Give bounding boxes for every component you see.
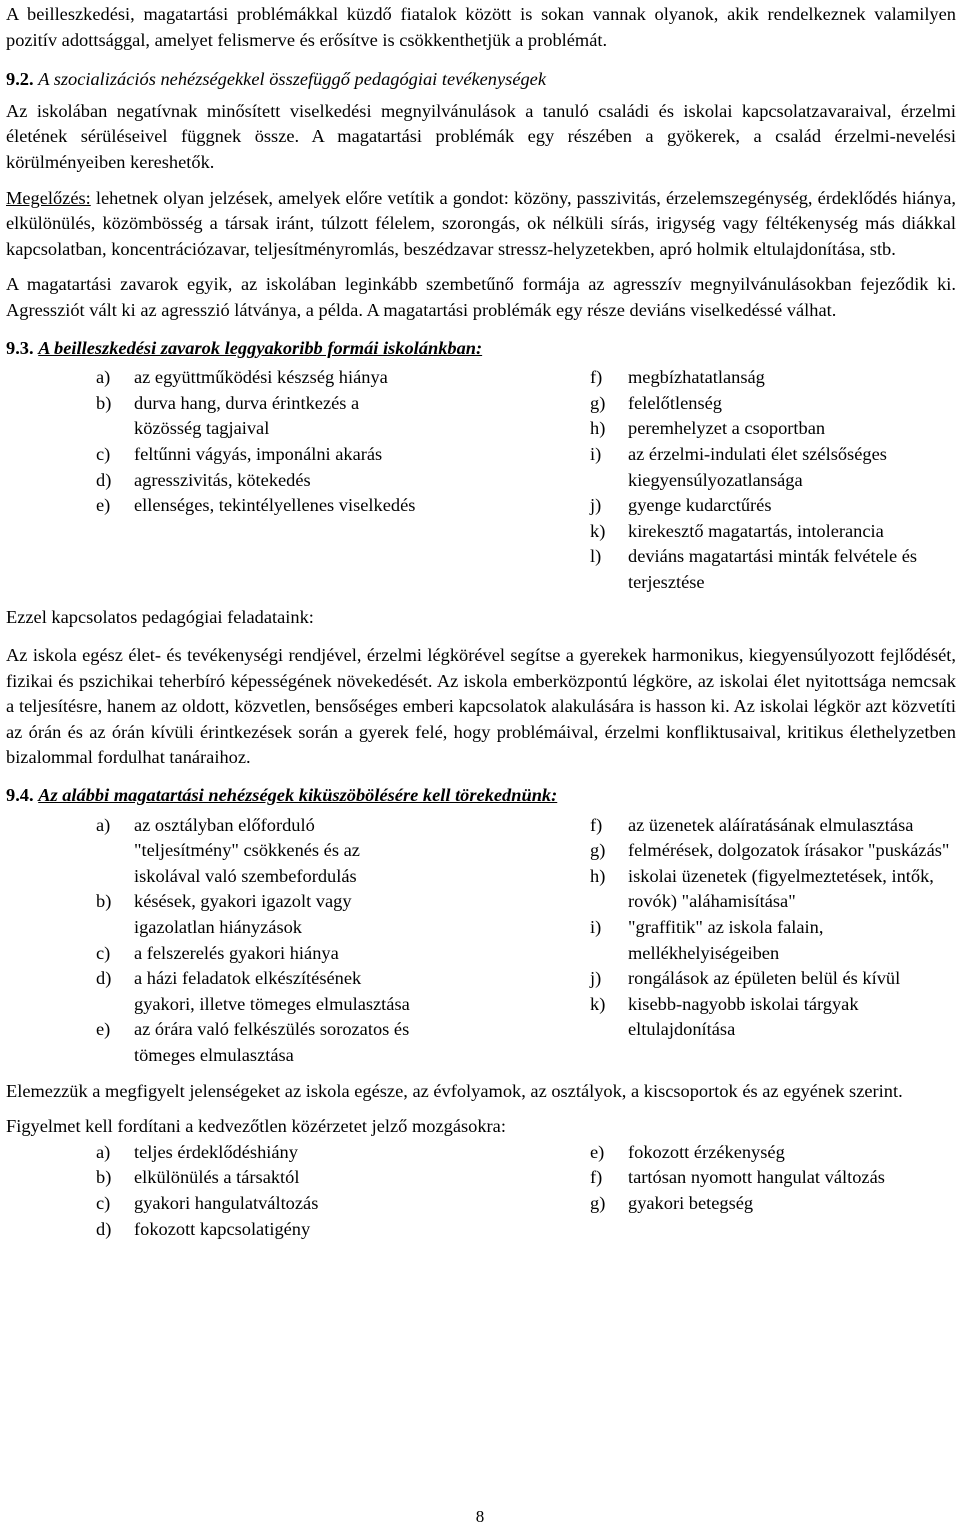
tasks-label: Ezzel kapcsolatos pedagógiai feladataink: [6, 607, 314, 628]
list-item: e) fokozott érzékenység [590, 1141, 785, 1162]
attention-label: Figyelmet kell fordítani a kedvezőtlen közérzetet jelző mozgásokra: [6, 1116, 506, 1137]
list-item: f) megbízhatatlanság [590, 367, 765, 388]
list-item: d) agresszivitás, kötekedés [96, 469, 311, 490]
list-right-column [588, 365, 956, 595]
list-item: d) fokozott kapcsolatigény [96, 1218, 311, 1239]
list-item: j) rongálások az épületen belül és kívül [590, 968, 901, 989]
list-item: i) az érzelmi-indulati élet szélsőséges kiegyensúlyozatlansága [590, 443, 887, 490]
section-title: A szocializációs nehézségekkel összefüggő pedagógiai tevékenységek [38, 69, 547, 90]
list-two-columns [6, 365, 956, 595]
list-item: h) peremhelyzet a csoportban [590, 418, 826, 439]
document-page [6, 2, 956, 1242]
prevention-text: lehetnek olyan jelzések, amelyek előre vetítik a gondot: közöny, passzivitás, érzelemszegénység, érdeklődés hiánya, elkülönülés, közömbösség a társak iránt, túlzott félelem, szorongás, ok nélküli sírás, irigység vagy féltékenység más diákkal kapcsolatban, koncentrációzavar, teljesítményromlás, beszédzavar stressz-helyzetekben, apró holmik eltulajdonítása, stb. [6, 187, 956, 259]
list-left-column [6, 813, 588, 1069]
list-item: g) felelőtlenség [590, 392, 722, 413]
list-item: g) gyakori betegség [590, 1192, 754, 1213]
list-item: c) gyakori hangulatváltozás [96, 1192, 319, 1213]
list-item: l) deviáns magatartási minták felvétele és terjesztése [590, 546, 918, 592]
list-left-column [6, 1140, 588, 1242]
list-item: a) az együttműködési készség hiánya [96, 367, 388, 388]
analysis-paragraph: Elemezzük a megfigyelt jelenségeket az iskola egésze, az évfolyamok, az osztályok, a kiscsoportok és az egyének szerint. [6, 1080, 903, 1101]
list-item: a) az osztályban előforduló "teljesítmény" csökkenés és az iskolával való szembefordulás [96, 814, 360, 886]
section-heading-9-3 [6, 336, 956, 362]
list-item: c) feltűnni vágyás, imponálni akarás [96, 443, 383, 464]
list-item: g) felmérések, dolgozatok írásakor "puskázás" [590, 840, 950, 861]
section-title: A beilleszkedési zavarok leggyakoribb formái iskolánkban: [38, 337, 483, 358]
section-number: 9.3. [6, 337, 34, 358]
paragraph: A magatartási zavarok egyik, az iskolában leginkább szembetűnő formája az agresszív megnyilvánulásokban fejeződik ki. Agressziót vált ki az agresszió látványa, a példa. A magatartási problémák egy része deviáns viselkedéssé válhat. [6, 274, 956, 320]
list-item: b) késések, gyakori igazolt vagy igazolatlan hiányzások [96, 891, 352, 937]
section-heading-9-2 [6, 67, 956, 93]
list-item: d) a házi feladatok elkészítésének gyakori, illetve tömeges elmulasztása [96, 968, 410, 1014]
list-left-column [6, 365, 588, 595]
list-right-column [588, 813, 956, 1069]
list-item: i) "graffitik" az iskola falain, mellékhelyiségeiben [590, 917, 824, 963]
page-number: 8 [475, 1507, 485, 1526]
section-number: 9.4. [6, 785, 34, 806]
paragraph: Az iskolában negatívnak minősített viselkedési megnyilvánulások a tanuló családi és iskolai kapcsolatzavaraival, érzelmi életének sérüléseivel függnek össze. A magatartási problémák egy részében a gyökerek, a család érzelmi-nevelési körülményeiben kereshetők. [6, 100, 956, 172]
tasks-paragraph: Az iskola egész élet- és tevékenységi rendjével, érzelmi légkörével segítse a gyerekek harmonikus, kiegyensúlyozott fejlődését, fizikai és pszichikai teherbíró képességének növekedését. Az iskola emberközpontú légköre, az iskolai élet nyitottsága nemcsak a teljesítésre, hanem az oldott, közvetlen, bensőséges emberi kapcsolatok alakulására is hasson ki. Az iskolai légkör azt közvetíti az órán és az órán kívüli érintkezések során a gyerek felé, hogy problémáival, érzelmi konfliktusaival, kritikus élethelyzetben bizalommal fordulhat tanáraihoz. [6, 645, 956, 768]
list-item: b) elkülönülés a társaktól [96, 1167, 300, 1188]
intro-paragraph: A beilleszkedési, magatartási problémákkal küzdő fiatalok között is sokan vannak olyanok, akik rendelkeznek valamilyen pozitív adottsággal, amelyet felismerve és erősítve is csökkenthetjük a problémát. [6, 4, 956, 50]
list-two-columns [6, 813, 956, 1069]
list-item: b) durva hang, durva érintkezés a közösség tagjaival [96, 392, 360, 439]
list-item: k) kirekesztő magatartás, intolerancia [590, 520, 884, 541]
list-right-column [588, 1140, 956, 1242]
list-item: e) az órára való felkészülés sorozatos és tömeges elmulasztása [96, 1019, 410, 1065]
attention-list [6, 1140, 956, 1242]
list-item: e) ellenséges, tekintélyellenes viselkedés [96, 495, 416, 516]
list-item: f) az üzenetek aláíratásának elmulasztása [590, 814, 914, 835]
list-item: j) gyenge kudarctűrés [590, 495, 772, 516]
list-item: c) a felszerelés gyakori hiánya [96, 942, 339, 963]
prevention-paragraph [6, 186, 956, 263]
section-title: Az alábbi magatartási nehézségek kiküszöbölésére kell törekednünk: [38, 785, 558, 806]
prevention-label: Megelőzés: [6, 187, 91, 208]
list-item: f) tartósan nyomott hangulat változás [590, 1167, 885, 1188]
section-heading-9-4 [6, 783, 956, 809]
list-item: a) teljes érdeklődéshiány [96, 1141, 298, 1162]
list-item: h) iskolai üzenetek (figyelmeztetések, intők, rovók) "aláhamisítása" [590, 865, 934, 912]
section-number: 9.2. [6, 69, 34, 90]
list-item: k) kisebb-nagyobb iskolai tárgyak eltulajdonítása [590, 993, 859, 1040]
